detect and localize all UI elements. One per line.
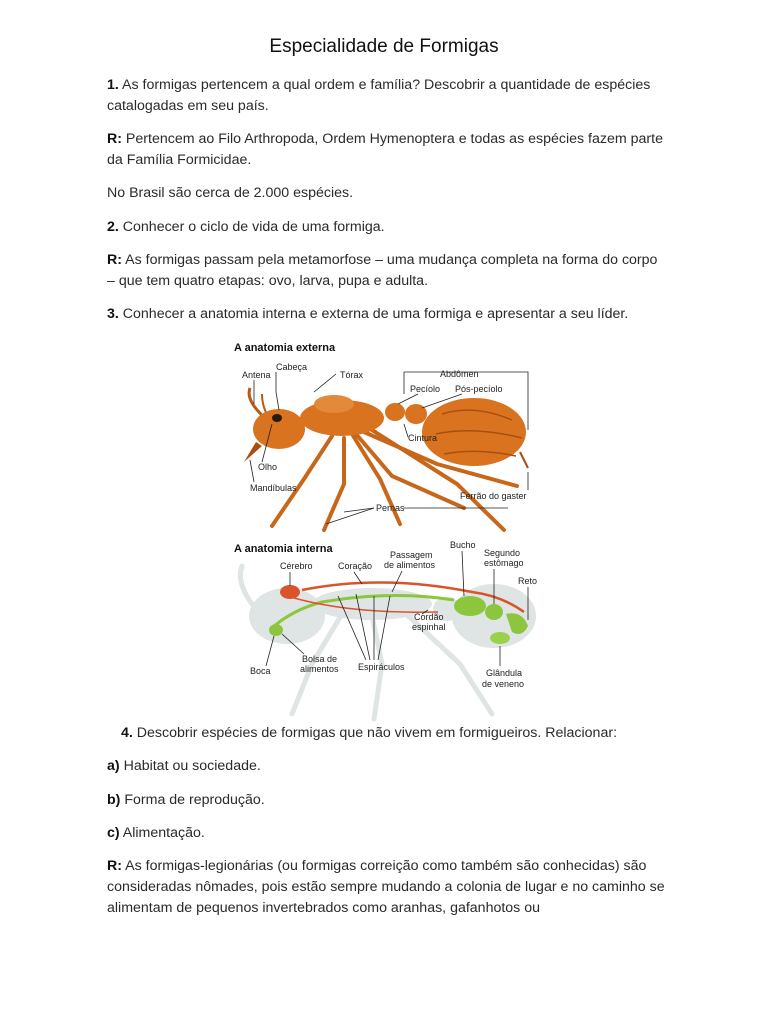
question-1 xyxy=(107,75,667,117)
label-cerebro: Cérebro xyxy=(280,561,313,571)
page-title: Especialidade de Formigas xyxy=(269,36,499,57)
question-number: 2. xyxy=(107,219,119,235)
item-b xyxy=(107,790,667,811)
label-boca: Boca xyxy=(250,666,271,676)
label-cordao-line-2: espinhal xyxy=(412,622,446,632)
label-cintura: Cintura xyxy=(408,433,438,443)
label-torax: Tórax xyxy=(340,370,364,380)
question-number: 3. xyxy=(107,306,119,322)
label-pernas: Pernas xyxy=(376,503,405,513)
item-c xyxy=(107,823,667,844)
answer-label: R: xyxy=(107,858,122,874)
item-text: Forma de reprodução. xyxy=(120,792,265,808)
answer-label: R: xyxy=(107,252,122,268)
question-2 xyxy=(107,217,667,238)
internal-anatomy-heading: A anatomia interna xyxy=(234,543,333,555)
label-cabeca: Cabeça xyxy=(276,362,308,372)
question-text: Conhecer o ciclo de vida de uma formiga. xyxy=(118,219,385,235)
answer-2 xyxy=(107,250,667,292)
question-number: 4. xyxy=(121,725,133,741)
question-text: As formigas pertencem a qual ordem e família? Descobrir a quantidade de espécies catalogadas em seu país. xyxy=(107,77,651,114)
label-cordao-line-1: Cordão xyxy=(414,612,444,622)
internal-ant-drawing xyxy=(240,566,536,719)
label-reto: Reto xyxy=(518,576,538,586)
label-glandula-line-2: de veneno xyxy=(482,679,525,689)
item-text: Alimentação. xyxy=(119,825,205,841)
item-label: a) xyxy=(107,758,120,774)
label-antena: Antena xyxy=(242,370,271,380)
answer-text: As formigas passam pela metamorfose – uma mudança completa na forma do corpo – que tem quatro etapas: ovo, larva, pupa e adulta. xyxy=(107,252,658,289)
question-4 xyxy=(121,723,681,744)
ant-anatomy-illustration xyxy=(232,334,542,724)
label-abdomen: Abdômen xyxy=(440,369,479,379)
answer-text: Pertencem ao Filo Arthropoda, Ordem Hymenoptera e todas as espécies fazem parte da Família Formicidae. xyxy=(107,131,663,168)
question-3 xyxy=(107,304,667,325)
answer-4 xyxy=(107,856,667,919)
label-bolsa-line-1: Bolsa de xyxy=(302,654,338,664)
label-coracao: Coração xyxy=(338,561,373,571)
ant-anatomy-figure xyxy=(232,334,542,724)
label-bolsa-line-2: alimentos xyxy=(300,664,339,674)
label-ferrao-do-gaster: Ferrão do gaster xyxy=(460,491,527,501)
item-label: b) xyxy=(107,792,121,808)
label-bucho: Bucho xyxy=(450,540,476,550)
label-glandula-line-1: Glândula xyxy=(486,668,523,678)
label-peciolo: Pecíolo xyxy=(410,384,441,394)
label-passagem-line-1: Passagem xyxy=(390,550,433,560)
label-mandibulas: Mandíbulas xyxy=(250,483,297,493)
label-espiraculos: Espiráculos xyxy=(358,662,405,672)
label-pos-peciolo: Pós-pecíolo xyxy=(455,384,503,394)
question-text: Conhecer a anatomia interna e externa de uma formiga e apresentar a seu líder. xyxy=(118,306,629,322)
label-segundo-line-1: Segundo xyxy=(484,548,521,558)
item-label: c) xyxy=(107,825,120,841)
question-number: 1. xyxy=(107,77,119,93)
label-segundo-line-2: estômago xyxy=(484,558,524,568)
answer-label: R: xyxy=(107,131,122,147)
item-text: Habitat ou sociedade. xyxy=(119,758,261,774)
answer-text: As formigas-legionárias (ou formigas correição como também são conhecidas) são consideradas nômades, pois estão sempre mudando a colonia de lugar e no caminho se alimentam de pequenos invertebrados como aranhas, gafanhotos ou xyxy=(107,858,665,916)
item-a xyxy=(107,756,667,777)
answer-1-extra: No Brasil são cerca de 2.000 espécies. xyxy=(107,185,354,201)
answer-1 xyxy=(107,129,667,171)
question-text: Descobrir espécies de formigas que não vivem em formigueiros. Relacionar: xyxy=(132,725,618,741)
label-passagem-line-2: de alimentos xyxy=(384,560,436,570)
external-anatomy-heading: A anatomia externa xyxy=(234,342,336,354)
label-olho: Olho xyxy=(258,462,278,472)
